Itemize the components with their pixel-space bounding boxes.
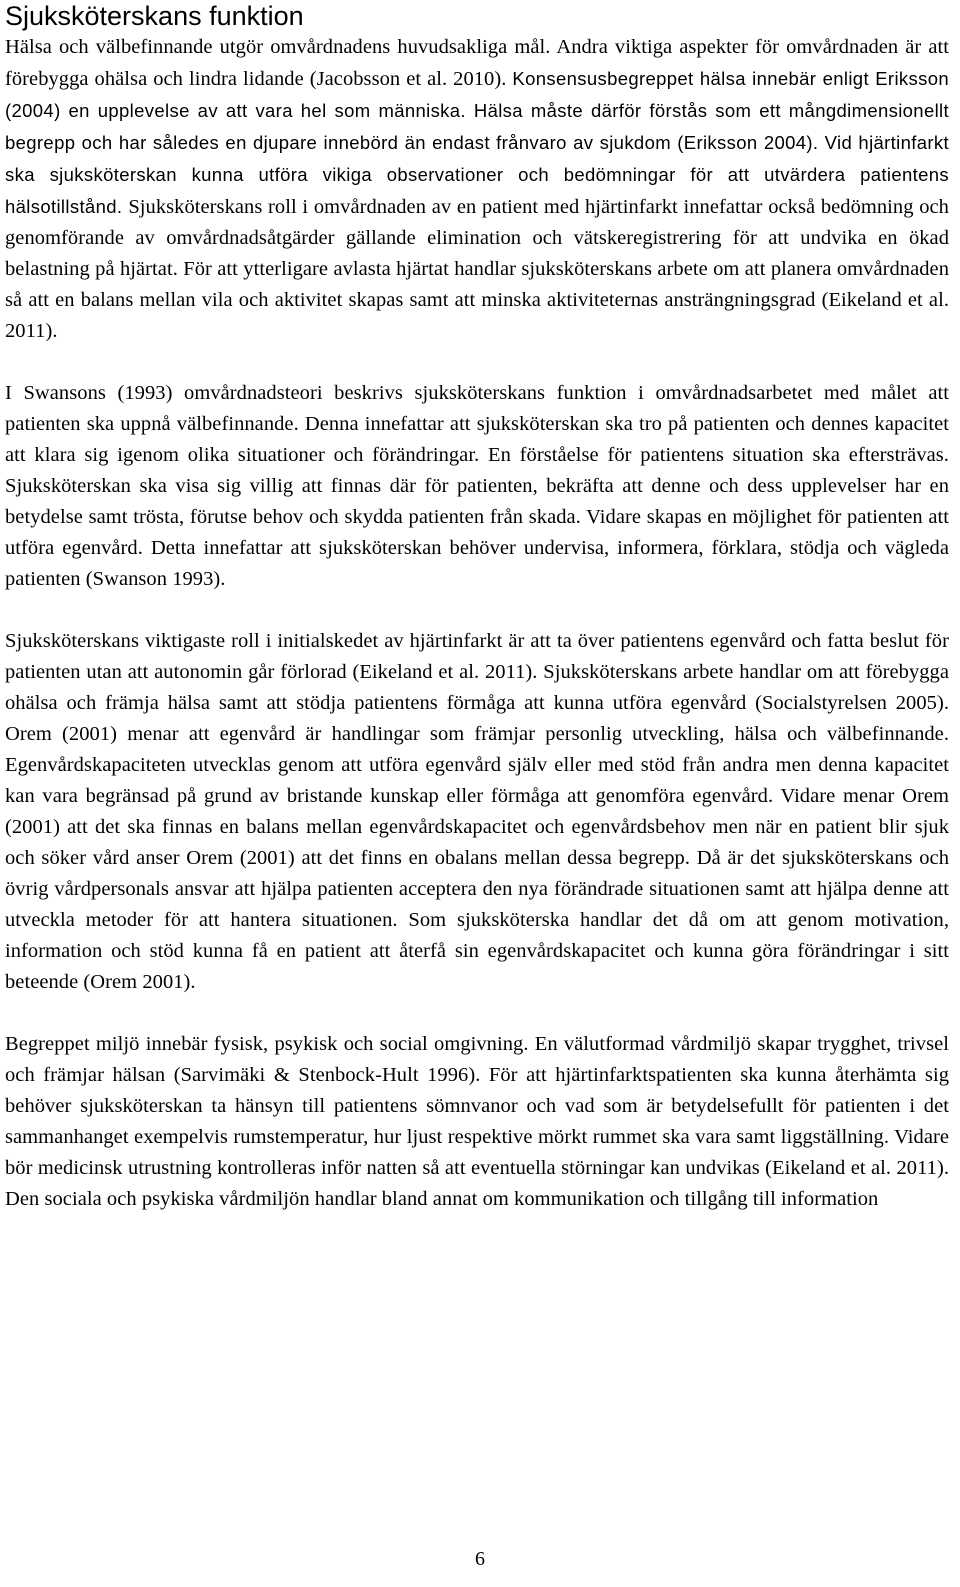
- paragraph-orem: [5, 626, 949, 998]
- paragraph-gap: [5, 998, 949, 1029]
- section-heading: Sjuksköterskans funktion: [5, 1, 304, 31]
- paragraph-health: [5, 32, 949, 347]
- text-run: Begreppet miljö innebär fysisk, psykisk och social omgivning. En välutformad vårdmiljö skapar trygghet, trivsel och främjar hälsan (Sarvimäki & Stenbock-Hult 1996). För att hjärtinfarktspatienten ska kunna återhämta sig behöver sjuksköterskan ta hänsyn till patientens sömnvanor och vad som är betydelsefullt för patienten i det sammanhanget exempelvis rumstemperatur, hur ljust respektive mörkt rummet ska vara samt liggställning. Vidare bör medicinsk utrustning kontrolleras inför natten så att eventuella störningar kan undvikas (Eikeland et al. 2011). Den sociala och psykiska vårdmiljön handlar bland annat om kommunikation och tillgång till information: [5, 1033, 949, 1210]
- text-run: Konsensusbegreppet hälsa innebär enligt Eriksson (2004) en upplevelse av att vara hel som människa. Hälsa måste därför förstås som ett mångdimensionellt begrepp och har således en djupare innebörd än endast frånvaro av sjukdom (Eriksson 2004). Vid hjärtinfarkt ska sjuksköterskan kunna utföra vikiga observationer och bedömningar för att utvärdera patientens hälsotillstånd.: [5, 68, 949, 217]
- paragraph-environment: [5, 1029, 949, 1215]
- paragraph-gap: [5, 595, 949, 626]
- page-number: 6: [475, 1548, 485, 1570]
- text-run: Sjuksköterskans viktigaste roll i initialskedet av hjärtinfarkt är att ta över patientens egenvård och fatta beslut för patienten utan att autonomin går förlorad (Eikeland et al. 2011). Sjuksköterskans arbete handlar om att förebygga ohälsa och främja hälsa samt att stödja patientens förmåga att kunna utföra egenvård (Socialstyrelsen 2005). Orem (2001) menar att egenvård är handlingar som främjar personlig utveckling, hälsa och välbefinnande. Egenvårdskapaciteten utvecklas genom att utföra egenvård själv eller med stöd från andra men denna kapacitet kan vara begränsad på grund av bristande kunskap eller förmåga att genomföra egenvård. Vidare menar Orem (2001) att det ska finnas en balans mellan egenvårdskapacitet och egenvårdsbehov men när en patient blir sjuk och söker vård anser Orem (2001) att det finns en obalans mellan dessa begrepp. Då är det sjuksköterskans och övrig vårdpersonals ansvar att hjälpa patienten acceptera den nya förändrade situationen samt att hjälpa denne att utveckla metoder för att hantera situationen. Som sjuksköterska handlar det då om att genom motivation, information och stöd kunna få en patient att återfå sin egenvårdskapacitet och kunna göra förändringar i sitt beteende (Orem 2001).: [5, 630, 949, 993]
- paragraph-swanson: [5, 378, 949, 595]
- text-run: Hälsa och välbefinnande utgör omvårdnadens huvudsakliga mål. Andra viktiga aspekter för omvårdnaden är att förebygga ohälsa och lindra lidande (Jacobsson et al. 2010).: [5, 36, 949, 90]
- paragraph-gap: [5, 347, 949, 378]
- document-page: [5, 0, 949, 1215]
- text-run: I Swansons (1993) omvårdnadsteori beskrivs sjuksköterskans funktion i omvårdnadsarbetet med målet att patienten ska uppnå välbefinnande. Denna innefattar att sjuksköterskan ska tro på patienten och dennes kapacitet att klara sig igenom olika situationer och förändringar. En förståelse för patientens situation ska eftersträvas. Sjuksköterskan ska visa sig villig att finnas där för patienten, bekräfta att denne och dess upplevelser har en betydelse samt trösta, förutse behov och skydda patienten från skada. Vidare skapas en möjlighet för patienten att utföra egenvård. Detta innefattar att sjuksköterskan behöver undervisa, informera, förklara, stödja och vägleda patienten (Swanson 1993).: [5, 382, 949, 590]
- text-run: Sjuksköterskans roll i omvårdnaden av en patient med hjärtinfarkt innefattar också bedömning och genomförande av omvårdnadsåtgärder gällande elimination och vätskeregistrering för att undvika en ökad belastning på hjärtat. För att ytterligare avlasta hjärtat handlar sjuksköterskans arbete om att planera omvårdnaden så att en balans mellan vila och aktivitet skapas samt att minska aktiviteternas ansträngningsgrad (Eikeland et al. 2011).: [5, 196, 949, 342]
